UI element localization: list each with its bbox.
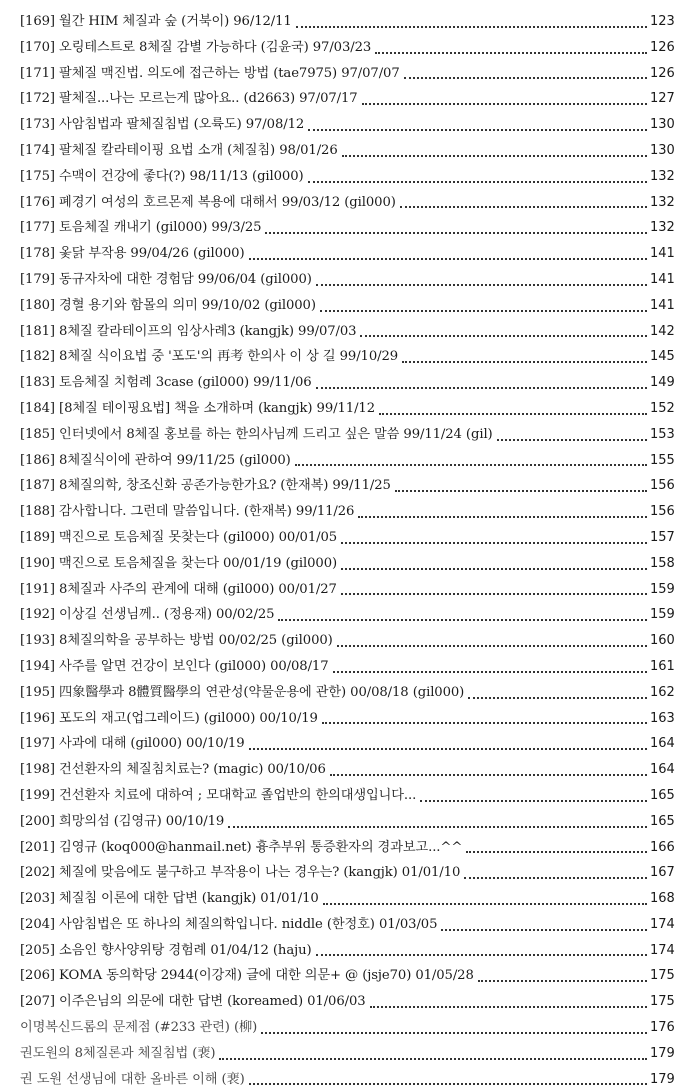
dot-leader (296, 26, 647, 28)
entry-title: [186] 8체질식이에 관하여 99/11/25 (gil000) (20, 452, 291, 468)
dot-leader (420, 800, 647, 802)
entry-title: [192] 이상길 선생님께.. (정용재) 00/02/25 (20, 607, 275, 623)
entry-title: [188] 감사합니다. 그런데 말씀입니다. (한재복) 99/11/26 (20, 504, 355, 520)
dot-leader (404, 77, 647, 79)
entry-page-number: 158 (650, 555, 675, 571)
entry-title: [173] 사암침법과 팔체질침법 (오륙도) 97/08/12 (20, 117, 305, 133)
entry-page-number: 127 (650, 91, 675, 107)
entry-title: [178] 옻닭 부작용 99/04/26 (gil000) (20, 246, 245, 262)
entry-page-number: 165 (650, 787, 675, 803)
dot-leader (249, 748, 648, 750)
entry-page-number: 159 (650, 607, 675, 623)
toc-entry (20, 602, 674, 628)
dot-leader (402, 361, 647, 363)
entry-page-number: 167 (650, 865, 675, 881)
entry-page-number: 152 (650, 400, 675, 416)
entry-page-number: 160 (650, 633, 675, 649)
entry-title: [200] 희망의섬 (김영규) 00/10/19 (20, 813, 225, 829)
toc-entry (20, 267, 674, 293)
entry-title: [203] 체질침 이론에 대한 답변 (kangjk) 01/01/10 (20, 891, 319, 907)
toc-entry (20, 370, 674, 396)
toc-entry (20, 112, 674, 138)
entry-title: [181] 8체질 칼라테이프의 임상사례3 (kangjk) 99/07/03 (20, 323, 357, 339)
entry-page-number: 165 (650, 813, 675, 829)
toc-entry (20, 1041, 674, 1067)
entry-title: [182] 8체질 식이요법 중 '포도'의 再考 한의사 이 상 길 99/10/29 (20, 349, 399, 365)
dot-leader (341, 542, 647, 544)
entry-title: [171] 팔체질 맥진법. 의도에 접근하는 방법 (tae7975) 97/07/07 (20, 65, 400, 81)
entry-page-number: 155 (650, 452, 675, 468)
toc-entry (20, 9, 674, 35)
entry-title: [194] 사주를 알면 건강이 보인다 (gil000) 00/08/17 (20, 658, 329, 674)
entry-title: [179] 동규자차에 대한 경험담 99/06/04 (gil000) (20, 271, 312, 287)
table-of-contents (20, 9, 674, 1092)
dot-leader (342, 155, 647, 157)
toc-entry (20, 525, 674, 551)
entry-title: [175] 수맥이 건강에 좋다(?) 98/11/13 (gil000) (20, 168, 304, 184)
toc-entry (20, 61, 674, 87)
entry-page-number: 126 (650, 39, 675, 55)
dot-leader (360, 335, 647, 337)
entry-page-number: 175 (650, 994, 675, 1010)
entry-page-number: 156 (650, 504, 675, 520)
dot-leader (478, 980, 647, 982)
entry-title: [206] KOMA 동의학당 2944(이강재) 글에 대한 의문+ @ (jsje70) 01/05/28 (20, 968, 474, 984)
toc-entry (20, 938, 674, 964)
dot-leader (362, 103, 647, 105)
toc-entry (20, 783, 674, 809)
entry-title: [195] 四象醫學과 8體質醫學의 연관성(약물운용에 관한) 00/08/18 (gil000) (20, 684, 465, 700)
entry-page-number: 130 (650, 142, 675, 158)
entry-page-number: 141 (650, 271, 675, 287)
entry-page-number: 126 (650, 65, 675, 81)
toc-entry (20, 628, 674, 654)
dot-leader (468, 697, 647, 699)
entry-page-number: 130 (650, 117, 675, 133)
toc-entry (20, 499, 674, 525)
entry-title: [205] 소음인 향사양위탕 경험례 01/04/12 (haju) (20, 942, 312, 958)
toc-entry (20, 809, 674, 835)
toc-entry (20, 551, 674, 577)
entry-title: [185] 인터넷에서 8체질 홍보를 하는 한의사님께 드리고 싶은 말씀 99/11/24 (gil) (20, 426, 493, 442)
toc-entry (20, 35, 674, 61)
entry-page-number: 132 (650, 194, 675, 210)
entry-title: [183] 토음체질 치험례 3case (gil000) 99/11/06 (20, 375, 312, 391)
entry-title: [207] 이주은님의 의문에 대한 답변 (koreamed) 01/06/03 (20, 994, 366, 1010)
entry-page-number: 157 (650, 529, 675, 545)
dot-leader (464, 877, 647, 879)
dot-leader (308, 181, 647, 183)
entry-page-number: 174 (650, 942, 675, 958)
dot-leader (323, 903, 647, 905)
entry-title: [177] 토음체질 캐내기 (gil000) 99/3/25 (20, 220, 262, 236)
entry-page-number: 159 (650, 581, 675, 597)
dot-leader (375, 52, 647, 54)
dot-leader (497, 439, 647, 441)
dot-leader (278, 619, 647, 621)
dot-leader (370, 1006, 647, 1008)
entry-title: [187] 8체질의학, 창조신화 공존가능한가요? (한재복) 99/11/25 (20, 478, 391, 494)
dot-leader (333, 671, 647, 673)
entry-page-number: 164 (650, 736, 675, 752)
dot-leader (322, 722, 647, 724)
dot-leader (337, 645, 647, 647)
toc-entry (20, 1015, 674, 1041)
dot-leader (330, 774, 647, 776)
entry-title: [196] 포도의 재고(업그레이드) (gil000) 00/10/19 (20, 710, 318, 726)
entry-page-number: 166 (650, 839, 675, 855)
toc-entry (20, 706, 674, 732)
toc-entry (20, 835, 674, 861)
entry-title: [169] 월간 HIM 체질과 숲 (거북이) 96/12/11 (20, 14, 292, 29)
dot-leader (261, 1032, 647, 1034)
dot-leader (219, 1058, 647, 1060)
toc-entry (20, 577, 674, 603)
dot-leader (358, 516, 647, 518)
toc-entry (20, 422, 674, 448)
dot-leader (316, 954, 647, 956)
entry-page-number: 162 (650, 684, 675, 700)
entry-page-number: 161 (650, 658, 675, 674)
entry-title: 권도원의 8체질론과 체질침법 (裵) (20, 1045, 216, 1061)
entry-title: [191] 8체질과 사주의 관계에 대해 (gil000) 00/01/27 (20, 581, 337, 597)
dot-leader (228, 826, 647, 828)
entry-page-number: 141 (650, 246, 675, 262)
entry-title: [174] 팔체질 칼라테이핑 요법 소개 (체질침) 98/01/26 (20, 142, 338, 158)
dot-leader (320, 310, 647, 312)
dot-leader (249, 1083, 647, 1085)
entry-title: [172] 팔체질...나는 모르는게 많아요.. (d2663) 97/07/17 (20, 91, 358, 107)
entry-title: [176] 폐경기 여성의 호르몬제 복용에 대해서 99/03/12 (gil000) (20, 194, 396, 210)
toc-entry (20, 860, 674, 886)
toc-entry (20, 319, 674, 345)
entry-title: [198] 건선환자의 체질침치료는? (magic) 00/10/06 (20, 762, 326, 778)
entry-title: [193] 8체질의학을 공부하는 방법 00/02/25 (gil000) (20, 633, 333, 649)
toc-entry (20, 86, 674, 112)
entry-page-number: 174 (650, 916, 675, 932)
toc-entry (20, 241, 674, 267)
toc-entry (20, 473, 674, 499)
entry-title: 권 도원 선생님에 대한 올바른 이해 (裵) (20, 1071, 245, 1087)
dot-leader (265, 232, 647, 234)
toc-entry (20, 215, 674, 241)
entry-title: 이명복신드롬의 문제점 (#233 관련) (柳) (20, 1020, 258, 1036)
toc-entry (20, 396, 674, 422)
toc-entry (20, 989, 674, 1015)
dot-leader (466, 851, 647, 853)
entry-page-number: 132 (650, 220, 675, 236)
dot-leader (308, 129, 647, 131)
entry-title: [170] 오링테스트로 8체질 감별 가능하다 (김윤국) 97/03/23 (20, 39, 372, 55)
toc-entry (20, 164, 674, 190)
entry-page-number: 176 (650, 1020, 675, 1036)
entry-title: [189] 맥진으로 토음체질 못찾는다 (gil000) 00/01/05 (20, 529, 338, 545)
dot-leader (341, 568, 647, 570)
entry-page-number: 145 (650, 349, 675, 365)
entry-page-number: 164 (650, 762, 675, 778)
entry-page-number: 141 (650, 297, 675, 313)
toc-entry (20, 344, 674, 370)
entry-title: [180] 경혈 용기와 함몰의 의미 99/10/02 (gil000) (20, 297, 316, 313)
toc-entry (20, 654, 674, 680)
entry-title: [204] 사암침법은 또 하나의 체질의학입니다. niddle (한정호) 01/03/05 (20, 916, 438, 932)
entry-title: [184] [8체질 테이핑요법] 책을 소개하며 (kangjk) 99/11/12 (20, 400, 375, 416)
entry-page-number: 175 (650, 968, 675, 984)
toc-entry (20, 138, 674, 164)
entry-page-number: 123 (650, 14, 675, 29)
toc-entry (20, 912, 674, 938)
entry-page-number: 142 (650, 323, 675, 339)
entry-page-number: 153 (650, 426, 675, 442)
dot-leader (295, 464, 647, 466)
dot-leader (249, 258, 648, 260)
entry-page-number: 163 (650, 710, 675, 726)
entry-title: [201] 김영규 (koq000@hanmail.net) 흉추부위 통증환자의 경과보고...^^ (20, 839, 463, 855)
dot-leader (341, 593, 647, 595)
toc-entry (20, 1067, 674, 1092)
entry-page-number: 149 (650, 375, 675, 391)
entry-title: [190] 맥진으로 토음체질을 찾는다 00/01/19 (gil000) (20, 555, 338, 571)
entry-page-number: 156 (650, 478, 675, 494)
dot-leader (316, 387, 647, 389)
dot-leader (395, 490, 647, 492)
toc-entry (20, 448, 674, 474)
entry-page-number: 179 (650, 1045, 675, 1061)
toc-entry (20, 757, 674, 783)
dot-leader (379, 413, 647, 415)
entry-page-number: 132 (650, 168, 675, 184)
toc-entry (20, 963, 674, 989)
entry-page-number: 179 (650, 1071, 675, 1087)
toc-entry (20, 731, 674, 757)
entry-page-number: 168 (650, 891, 675, 907)
entry-title: [202] 체질에 맞음에도 불구하고 부작용이 나는 경우는? (kangjk) 01/01/10 (20, 865, 461, 881)
dot-leader (316, 284, 647, 286)
dot-leader (441, 929, 647, 931)
toc-entry (20, 293, 674, 319)
dot-leader (400, 206, 647, 208)
entry-title: [197] 사과에 대해 (gil000) 00/10/19 (20, 736, 245, 752)
entry-title: [199] 건선환자 치료에 대하여 ; 모대학교 졸업반의 한의대생입니다... (20, 787, 417, 803)
toc-entry (20, 190, 674, 216)
toc-entry (20, 886, 674, 912)
toc-entry (20, 680, 674, 706)
